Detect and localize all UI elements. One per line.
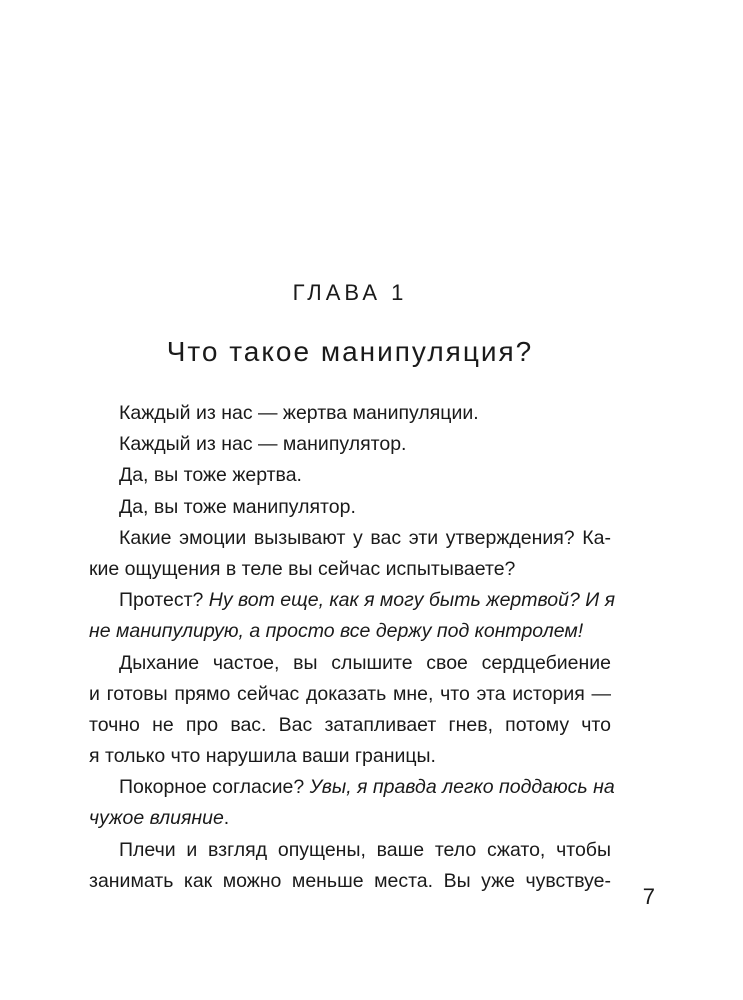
- chapter-label: ГЛАВА 1: [292, 280, 408, 305]
- text-line: Протест? Ну вот еще, как я могу быть жертвой? И я: [119, 589, 615, 612]
- text-line: чужое влияние.: [89, 807, 230, 830]
- text-line: точно не про вас. Вас затапливает гнев, потому что: [89, 713, 611, 736]
- italic-text: чужое влияние: [89, 807, 224, 830]
- text-line: кие ощущения в теле вы сейчас испытываете?: [89, 557, 516, 580]
- chapter-title: Что такое манипуляция?: [166, 336, 534, 367]
- page-number: 7: [642, 884, 655, 909]
- text-line: Покорное согласие? Увы, я правда легко поддаюсь на: [119, 776, 615, 799]
- italic-text: Ну вот еще, как я могу быть жертвой? И я: [208, 589, 615, 612]
- italic-text: Увы, я правда легко поддаюсь на: [309, 776, 615, 799]
- text-line: Какие эмоции вызывают у вас эти утверждения? Ка-: [119, 526, 611, 549]
- text-line: я только что нарушила ваши границы.: [89, 745, 436, 768]
- text-line: Каждый из нас — манипулятор.: [119, 433, 407, 456]
- italic-text: не манипулирую, а просто все держу под контролем!: [89, 620, 584, 643]
- text-line: Каждый из нас — жертва манипуляции.: [119, 402, 479, 424]
- text-line: Плечи и взгляд опущены, ваше тело сжато, чтобы: [119, 838, 611, 861]
- text-line: и готовы прямо сейчас доказать мне, что эта история —: [89, 682, 611, 705]
- text-line: Да, вы тоже манипулятор.: [119, 495, 356, 518]
- text-line: Да, вы тоже жертва.: [119, 464, 302, 487]
- text-line: занимать как можно меньше места. Вы уже чувствуе-: [89, 869, 611, 892]
- text-line: Дыхание частое, вы слышите свое сердцебиение: [119, 651, 611, 674]
- body-text: [89, 398, 615, 897]
